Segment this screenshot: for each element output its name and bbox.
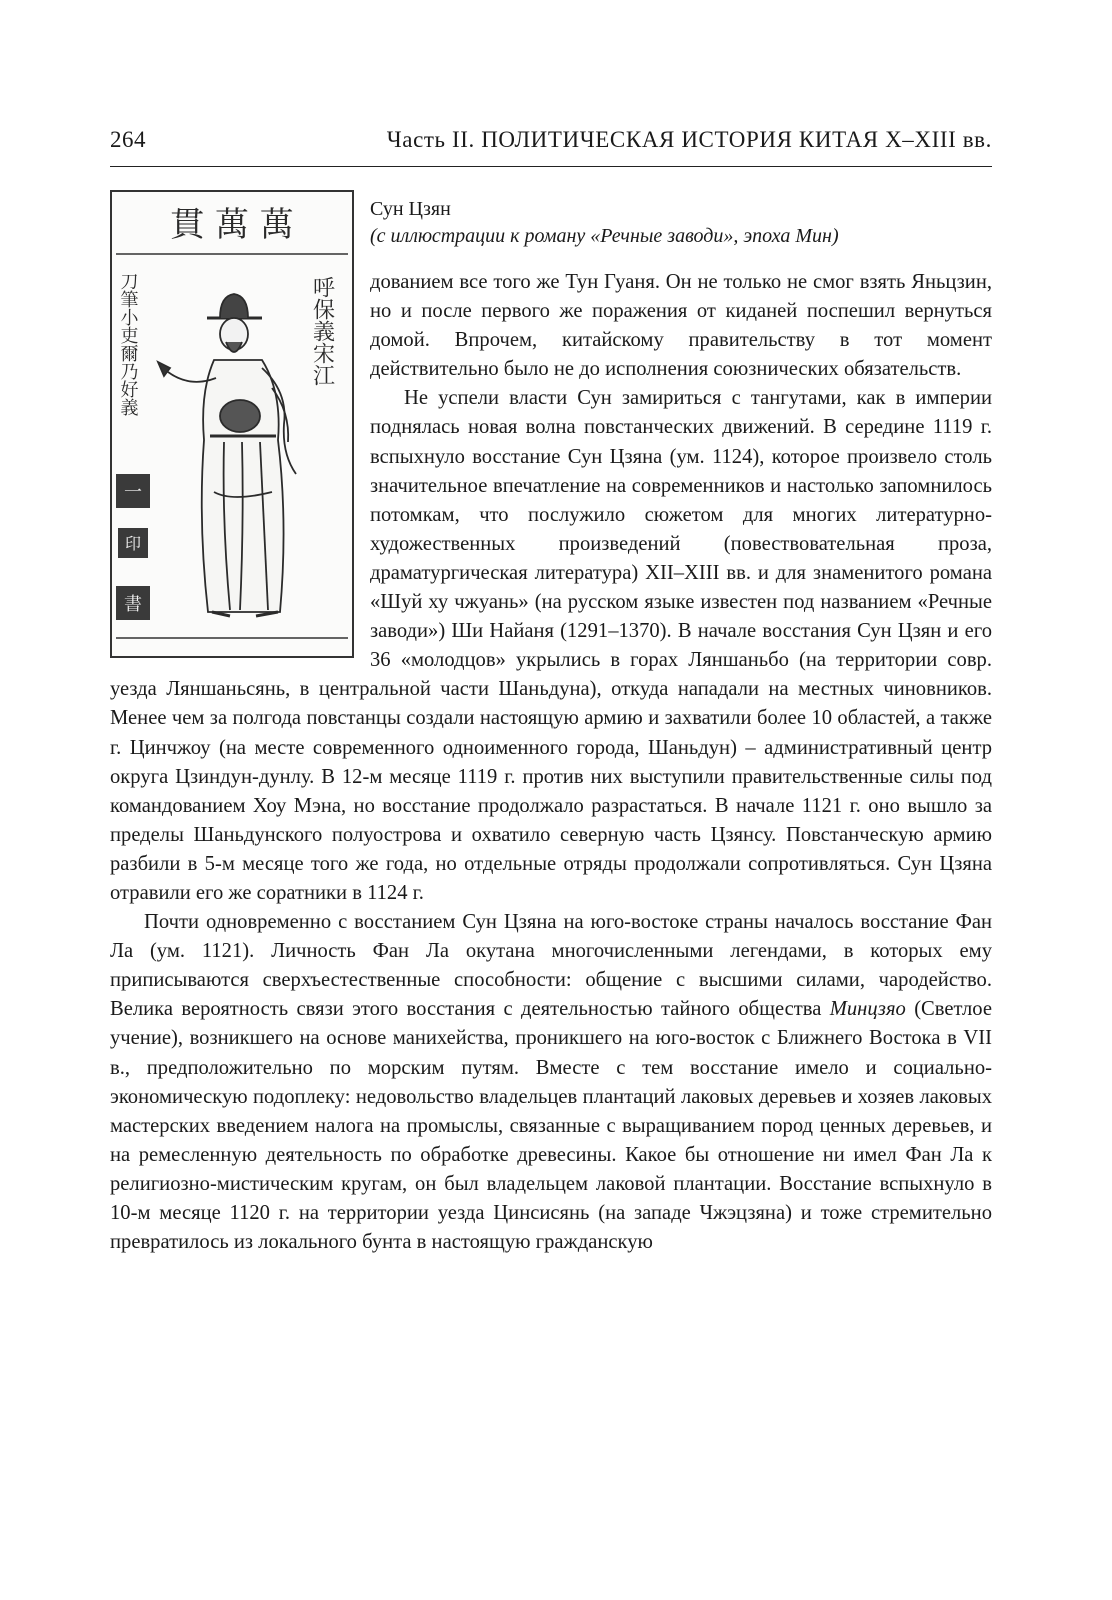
- paragraph-3-end: (Светлое учение), возникшего на основе манихейства, проникшего на юго-восток с Ближнего Востока в VII в., предположительно по морским путям. Вместе с тем восстание имело и социально-экономическую подоплеку: недовольство владельцев плантаций лаковых деревьев и хозяев лаковых мастерских введением налога на промыслы, связанные с выращиванием пород ценных деревьев, и на ремесленную деятельность по обработке древесины. Какое бы отношение ни имел Фан Ла к религиозно-мистическим кругам, он был владельцем лаковой плантации. Восстание вспыхнуло в 10-м месяце 1120 г. на территории уезда Цинсисянь (на западе Чжэцзяна) и тоже стремительно превратилось из локального бунта в настоящую гражданскую: [110, 998, 992, 1254]
- paragraph-3: [110, 908, 992, 1257]
- svg-text:一: 一: [124, 482, 142, 503]
- page-header: [110, 127, 992, 163]
- term-mingjiao: Минцзяо: [829, 998, 906, 1021]
- top-inscription: 貫 萬 萬: [170, 205, 294, 245]
- page-number: 264: [110, 127, 146, 152]
- body-text: [110, 268, 992, 1257]
- running-title: Часть II. ПОЛИТИЧЕСКАЯ ИСТОРИЯ КИТАЯ X–XIII вв.: [386, 127, 992, 152]
- caption-source: (с иллюстрации к роману «Речные заводи», эпоха Мин): [370, 225, 839, 247]
- left-inscription: 刀筆小吏爾乃好義: [117, 272, 139, 416]
- svg-text:書: 書: [124, 594, 142, 615]
- right-inscription: 呼保義宋江: [309, 276, 335, 386]
- paragraph-2: Не успели власти Сун замириться с тангутами, как в империи поднялась новая волна повстанческих движений. В середине 1119 г. вспыхнуло восстание Сун Цзяна (ум. 1124), которое произвело столь значительное впечатление на современников и настолько запомнилось потомкам, что послужило сюжетом для многих литературно-художественных произведений (повествовательная проза, драматургическая литература) XII–XIII вв. и для знаменитого романа «Шуй ху чжуань» (на русском языке известен под названием «Речные заводи») Ши Найаня (1291–1370). В начале восстания Сун Цзян и его 36 «молодцов» укрылись в горах Ляншаньбо (на территории совр. уезда Ляншаньсянь, в центральной части Шаньдуна), откуда нападали на местных чиновников. Менее чем за полгода повстанцы создали настоящую армию и захватили более 10 областей, а также г. Цинчжоу (на месте современного одноименного города, Шаньдун) – административный центр округа Цзиндун-дунлу. В 12-м месяце 1119 г. против них выступили правительственные силы под командованием Хоу Мэна, но восстание продолжало разрастаться. В начале 1121 г. оно вышло за пределы Шаньдунского полуострова и охватило северную часть Цзянсу. Повстанческую армию разбили в 5-м месяце того же года, но отдельные отряды продолжали сопротивляться. Сун Цзяна отравили его же соратники в 1124 г.: [110, 387, 992, 904]
- caption-title: Сун Цзян: [370, 198, 451, 220]
- svg-text:印: 印: [124, 534, 142, 553]
- figure-float-space: [110, 268, 370, 670]
- header-rule: [110, 166, 992, 167]
- figure-caption: [370, 196, 992, 250]
- paragraph-1: дованием все того же Тун Гуаня. Он не только не смог взять Яньцзин, но и после первого же поражения от киданей поспешил вернуться домой. Впрочем, китайскому правительству в тот момент действительно было не до исполнения союзнических обязательств.: [370, 271, 992, 381]
- paragraph-3-start: Почти одновременно с восстанием Сун Цзяна на юго-востоке страны началось восстание Фан Ла (ум. 1121). Личность Фан Ла окутана многочисленными легендами, в которых ему приписываются сверхъестественные способности: общение с высшими силами, чародейство. Велика вероятность связи этого восстания с деятельностью тайного общества: [110, 911, 992, 1021]
